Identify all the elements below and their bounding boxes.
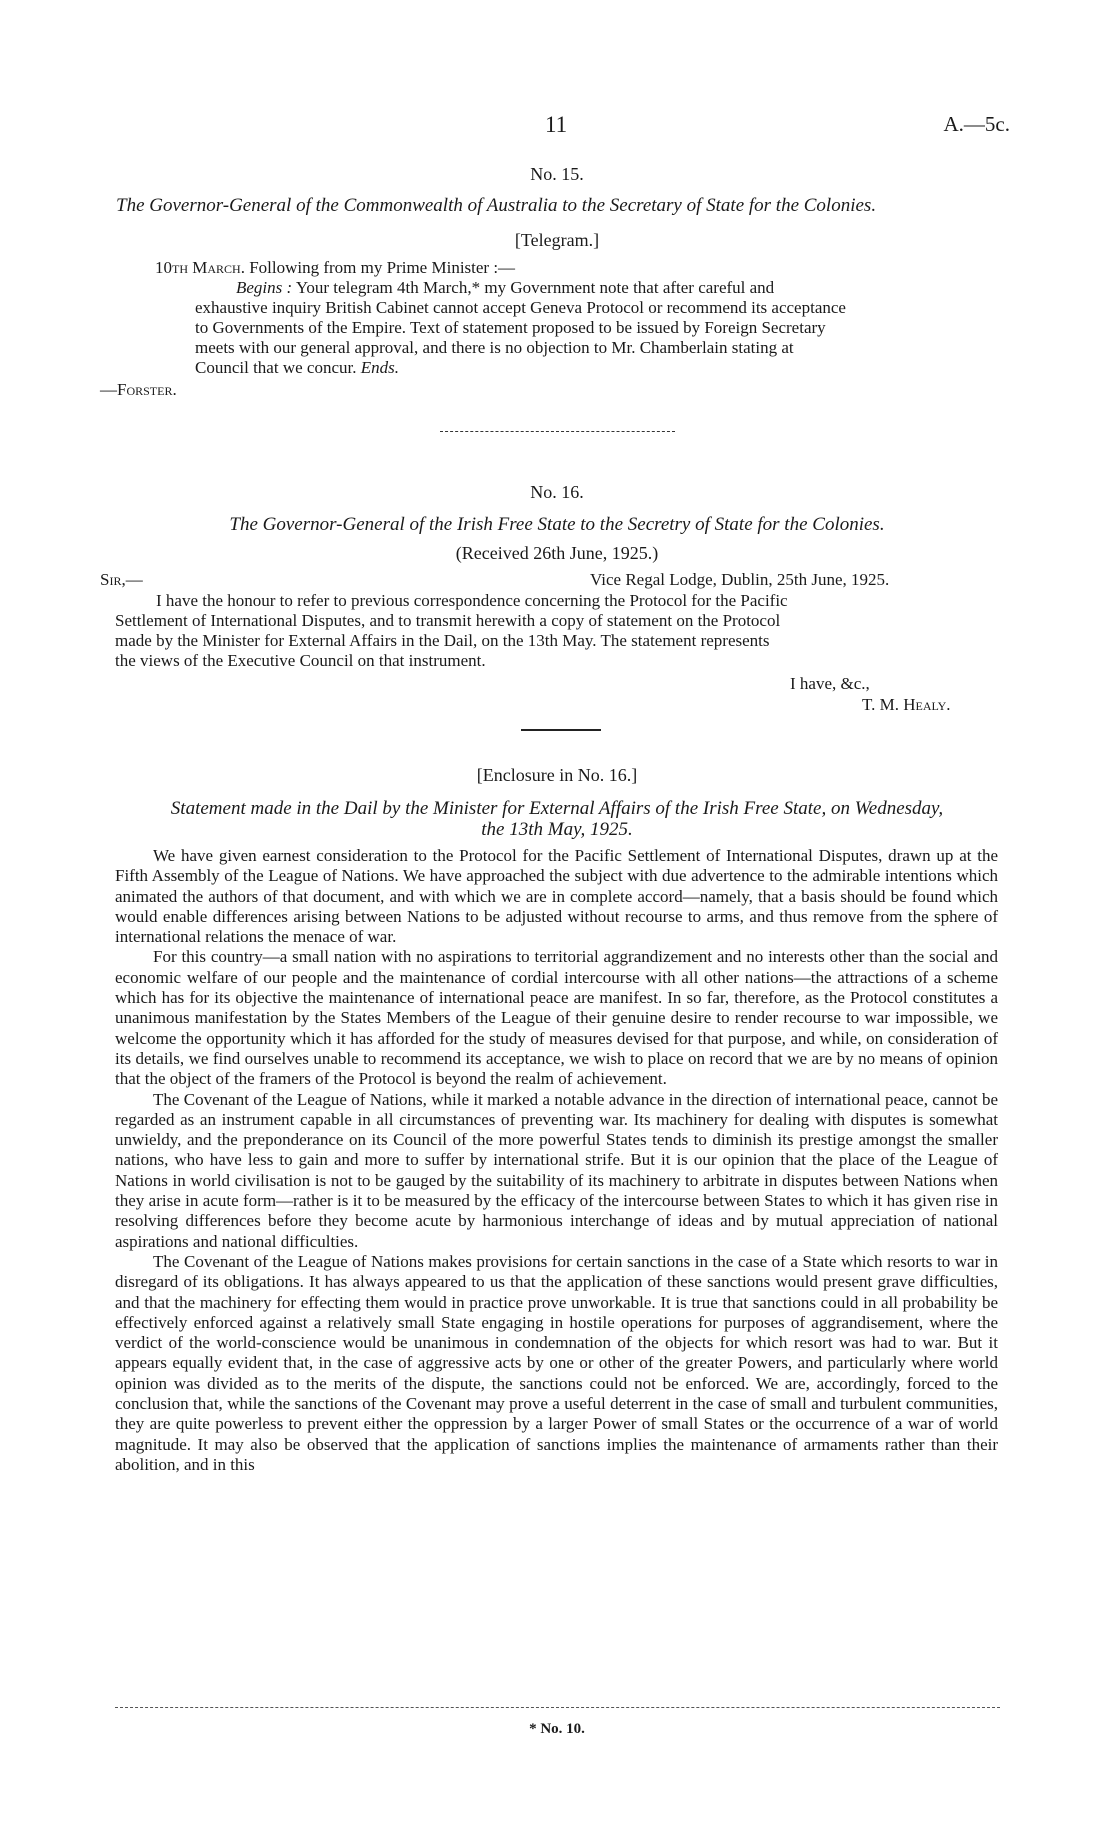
no16-signature: T. M. Healy.	[862, 695, 951, 714]
no16-closing: I have, &c.,	[790, 674, 870, 693]
no16-body-line-2: Settlement of International Disputes, and to transmit herewith a copy of statement on the Protocol	[115, 611, 781, 630]
section-divider	[440, 431, 675, 432]
no15-date: 10th March.	[155, 258, 245, 277]
no16-address: Vice Regal Lodge, Dublin, 25th June, 1925.	[590, 570, 890, 589]
no15-telegram-label: [Telegram.]	[514, 230, 600, 250]
paragraph: The Covenant of the League of Nations makes provisions for certain sanctions in the case of a State which resorts to war in disregard of its obligations. It has always appeared to us that the application of these sanctions would present grave difficulties, and that the machinery for effecting them would in practice prove unworkable. It is true that sanctions could in all probability be effectively enforced against a relatively small State engaging in hostile operations for purposes of aggrandisement, where the verdict of the world-conscience would be unanimous in condemnation of the objects for which resort was had to war. But it appears equally evident that, in the case of aggressive acts by one or other of the greater Powers, and particularly where world opinion was divided as to the merits of the dispute, the sanctions could not be enforced. We are, accordingly, forced to the conclusion that, while the sanctions of the Covenant may prove a useful deterrent in the case of small and turbulent communities, they are quite powerless to prevent either the oppression by a larger Power of small States or the occurrence of a war of world magnitude. It may also be observed that the application of sanctions implies the maintenance of armaments rather than their abolition, and in this	[115, 1251, 998, 1474]
footnote: * No. 10.	[529, 1721, 585, 1737]
enclosure-title-line-2: the 13th May, 1925.	[481, 819, 633, 840]
no15-body-line-3: to Governments of the Empire. Text of statement proposed to be issued by Foreign Secretary	[195, 318, 826, 337]
no15-ends: Ends.	[360, 358, 399, 377]
enclosure-title-line-1: Statement made in the Dail by the Minister for External Affairs of the Irish Free State, on Wednesday,	[170, 798, 944, 819]
no16-salutation: Sir,—	[100, 570, 143, 589]
enclosure-body	[115, 846, 998, 1475]
no16-body-line-1: I have the honour to refer to previous correspondence concerning the Protocol for the Pacific	[156, 591, 788, 610]
no16-title: The Governor-General of the Irish Free State to the Secretry of State for the Colonies.	[229, 514, 885, 535]
no15-intro-line	[155, 258, 515, 278]
no15-body-line-2: exhaustive inquiry British Cabinet cannot accept Geneva Protocol or recommend its acceptance	[195, 298, 846, 317]
enclosure-heading: [Enclosure in No. 16.]	[476, 765, 638, 785]
no15-heading: No. 15.	[530, 164, 584, 184]
footnote-rule	[115, 1707, 1000, 1708]
no15-body-line-1: Begins : Your telegram 4th March,* my Government note that after careful and	[236, 278, 775, 297]
no16-body-line-3: made by the Minister for External Affairs in the Dail, on the 13th May. The statement represents	[115, 631, 770, 650]
no15-signature: —Forster.	[100, 380, 177, 399]
no16-heading: No. 16.	[530, 482, 584, 502]
no16-body-line-4: the views of the Executive Council on that instrument.	[115, 651, 486, 670]
no15-body-line-4: meets with our general approval, and there is no objection to Mr. Chamberlain stating at	[195, 338, 794, 357]
no15-begins: Begins :	[236, 278, 293, 297]
paragraph: For this country—a small nation with no aspirations to territorial aggrandizement and no interests other than the social and economic welfare of our people and the maintenance of cordial intercourse with all other nations—the attractions of a scheme which has for its objective the maintenance of international peace are manifest. In so far, therefore, as the Protocol constitutes a unanimous manifestation by the States Members of the League of their genuine desire to render recourse to war impossible, we welcome the opportunity which it has afforded for the study of measures devised for that purpose, and while, on consideration of its details, we find ourselves unable to recommend its acceptance, we wish to place on record that we are by no means of opinion that the object of the framers of the Protocol is beyond the realm of achievement.	[115, 947, 998, 1089]
paragraph: The Covenant of the League of Nations, while it marked a notable advance in the direction of international peace, cannot be regarded as an instrument capable in all circumstances of preventing war. Its machinery for dealing with disputes is somewhat unwieldy, and the preponderance on its Council of the more powerful States tends to diminish its prestige amongst the smaller nations, who have less to gain and more to suffer by international strife. But it is our opinion that the place of the League of Nations in world civilisation is not to be gauged by the suitability of its machinery to arbitrate in disputes between Nations when they arise in acute form—rather is it to be measured by the efficacy of the intercourse between States to which it has given rise in resolving differences before they become acute by harmonious interchange of ideas and by mutual appreciation of national aspirations and national difficulties.	[115, 1089, 998, 1251]
no15-title: The Governor-General of the Commonwealth of Australia to the Secretary of State for the Colonies.	[116, 195, 877, 216]
page-number: 11	[545, 112, 568, 137]
short-rule	[521, 729, 601, 731]
document-reference: A.—5c.	[943, 112, 1010, 136]
paragraph: We have given earnest consideration to the Protocol for the Pacific Settlement of International Disputes, drawn up at the Fifth Assembly of the League of Nations. We have approached the subject with due advertence to the admirable intentions which animated the authors of that document, and with which we are in complete accord—namely, that a basis should be found which would enable differences arising between Nations to be adjusted without recourse to arms, and thus remove from the sphere of international relations the menace of war.	[115, 846, 998, 947]
no15-intro: Following from my Prime Minister :—	[249, 258, 516, 277]
no15-body-line-5: Council that we concur. Ends.	[195, 358, 399, 377]
no16-received: (Received 26th June, 1925.)	[455, 543, 659, 563]
